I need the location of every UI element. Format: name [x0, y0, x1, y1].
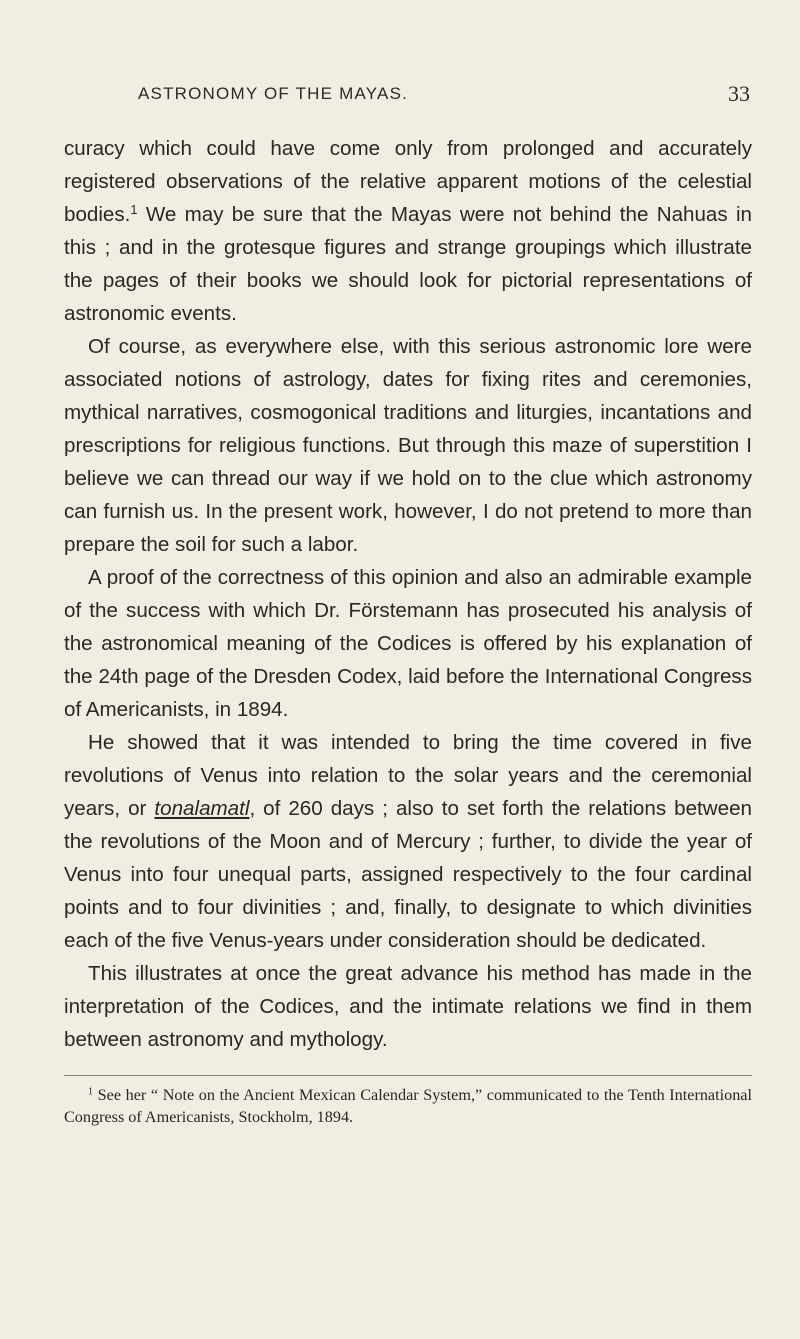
- footnote-text: See her “ Note on the Ancient Mexican Calendar System,” communicated to the Tenth International Congress of Americanists, Stockholm, 1894.: [64, 1086, 752, 1126]
- body-text: [64, 132, 752, 1056]
- paragraph-1-text-after: We may be sure that the Mayas were not behind the Nahuas in this ; and in the grotesque figures and strange groupings which illustrate the pages of their books we should look for pictorial representations of astronomic events.: [64, 203, 752, 325]
- paragraph-1-text-before: curacy which could have come only from prolonged and accurately registered observations of the relative apparent motions of the celestial bodies.: [64, 137, 752, 226]
- page-number: 33: [728, 81, 750, 106]
- footnote-reference: 1: [130, 201, 138, 217]
- footnote-divider: [64, 1075, 752, 1076]
- paragraph-4: [64, 726, 752, 957]
- tonalamatl-term: tonalamatl: [154, 797, 250, 820]
- paragraph-2: Of course, as everywhere else, with this serious astronomic lore were associated notions of astrology, dates for fixing rites and ceremonies, mythical narratives, cosmogonical traditions and liturgies, incantations and prescriptions for religious functions. But through this maze of superstition I believe we can thread our way if we hold on to the clue which astronomy can furnish us. In the present work, however, I do not pretend to more than prepare the soil for such a labor.: [64, 335, 752, 556]
- paragraph-3: A proof of the correctness of this opinion and also an admirable example of the success with which Dr. Förstemann has prosecuted his analysis of the astronomical meaning of the Codices is offered by his explanation of the 24th page of the Dresden Codex, laid before the International Congress of Americanists, in 1894.: [64, 566, 752, 721]
- paragraph-4-text-after: , of 260 days ; also to set forth the relations between the revolutions of the Moon and of Mercury ; further, to divide the year of Venus into four unequal parts, assigned respectively to the four cardinal points and to four divinities ; and, finally, to designate to which divinities each of the five Venus-years under consideration should be dedicated.: [64, 797, 752, 952]
- footnote-marker: 1: [88, 1086, 94, 1098]
- footnote: [64, 1084, 752, 1128]
- running-title: ASTRONOMY OF THE MAYAS.: [138, 84, 409, 103]
- paragraph-1: [64, 132, 752, 330]
- paragraph-4-text-before: He showed that it was intended to bring the time covered in five revolutions of Venus into relation to the solar years and the ceremonial years, or: [64, 731, 752, 820]
- paragraph-5: This illustrates at once the great advance his method has made in the interpretation of the Codices, and the intimate relations we find in them between astronomy and mythology.: [64, 962, 752, 1051]
- page-header: [138, 81, 750, 114]
